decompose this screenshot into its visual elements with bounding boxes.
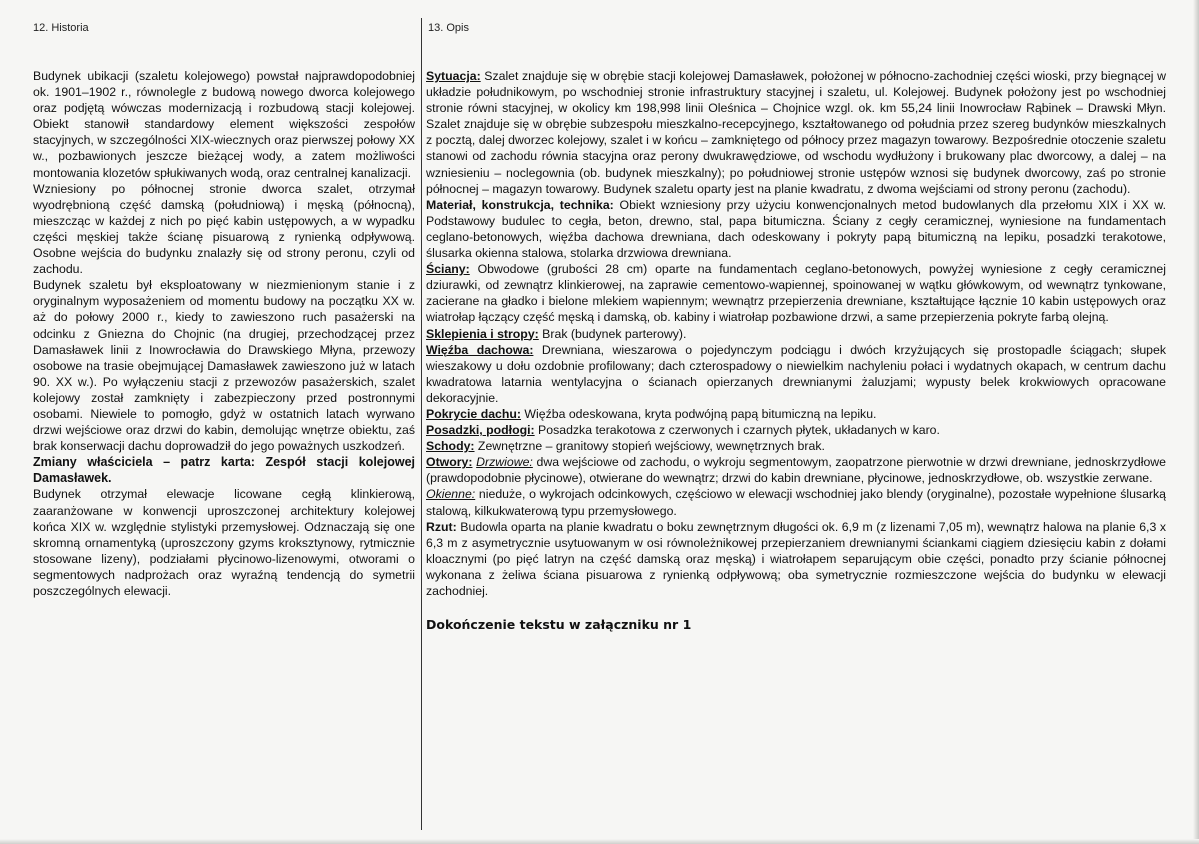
- history-paragraph-4: Budynek otrzymał elewacje licowane cegłą klinkierową, zaaranżowane w konwencji uproszczonej architektury kolejowej końca XIX w. względnie stylistyki przemysłowej. Odznaczają się one skromną ornamentyką (uproszczony gzyms kroksztynowy, rytmicznie stosowane lizeny), podziałami płycinowo-lizenowymi, otworami o segmentowych nadprożach oraz wyraźną tendencją do symetrii poszczególnych elewacji.: [33, 487, 415, 598]
- posadzki-paragraph: [426, 422, 1166, 438]
- drzwiowe-label: Drzwiowe:: [476, 455, 533, 470]
- material-label: Materiał, konstrukcja, technika:: [426, 197, 614, 212]
- pokrycie-label: Pokrycie dachu:: [426, 406, 521, 421]
- otwory-paragraph: [426, 454, 1166, 486]
- history-paragraph-1: Budynek ubikacji (szaletu kolejowego) powstał najprawdopodobniej ok. 1901–1902 r., równolegle z budową nowego dworca kolejowego oraz podjętą wówczas modernizacją i rozbudową stacji kolejowej. Obiekt stanowił standardowy element większości zespołów stacyjnych, w szczególności XIX-wiecznych oraz pierwszej połowy XX w., pozbawionych jeszcze bieżącej wody, a zatem możliwości montowania klozetów spłukiwanych wodą, oraz centralnej kanalizacji.: [33, 69, 415, 180]
- scan-edge-bottom: [0, 839, 1199, 844]
- history-paragraph-3: Budynek szaletu był eksploatowany w niezmienionym stanie i z oryginalnym wyposażeniem od momentu budowy na początku XX w. aż do połowy 2000 r., kiedy to zawieszono ruch pasażerski na odcinku z Gniezna do Chojnic (na drugiej, przechodzącej przez Damasławek linii z Inowrocławia do Drawskiego Młyna, przewozy osobowe na trasie obejmującej Damasławek zawieszono już w latach 90. XX w.). Po wyłączeniu stacji z przewozów pasażerskich, szalet kolejowy został zamknięty i zabezpieczony przed postronnymi osobami. Niewiele to pomogło, gdyż w ostatnich latach wyrwano drzwi wejściowe oraz drzwi do kabin, demolując wnętrze obiektu, zaś brak konserwacji dachu doprowadził do jego poważnych uszkodzeń.: [33, 278, 415, 454]
- sytuacja-text: Szalet znajduje się w obrębie stacji kolejowej Damasławek, położonej w północno-zachodniej części wioski, przy biegnącej w układzie południkowym, po wschodniej stronie infrastruktury stacyjnej i szaletu, ul. Kolejowej. Budynek położony jest po wschodniej stronie równi stacyjnej, w okolicy km 198,998 linii Oleśnica – Chojnice wzgl. ok. km 55,24 linii Inowrocław Rąbinek – Drawski Młyn. Szalet znajduje się w obrębie subzespołu mieszkalno-recepcyjnego, kształtowanego od południa przez szereg budynków mieszkalnych z pocztą, dalej dworzec kolejowy, szalet i w końcu – zamkniętego od północy przez magazyn towarowy. Bezpośrednie otoczenie szaletu stanowi od zachodu równia stacyjna oraz perony dwukrawędziowe, od wschodu wydłużony i brukowany plac dworcowy, a dalej – na wzniesieniu – noclegownia (ob. budynek mieszkalny); po południowej stronie ustępów wznosi się budynek dworcowy, zaś po stronie północnej – magazyn towarowy. Budynek szaletu oparty jest na planie kwadratu, z dwoma wejściami od strony peronu (zachodu).: [426, 69, 1166, 196]
- section-header-history: 12. Historia: [33, 22, 89, 34]
- pokrycie-text: Więźba odeskowana, kryta podwójną papą bitumiczną na lepiku.: [521, 406, 877, 421]
- schody-paragraph: [426, 438, 1166, 454]
- rzut-paragraph: [426, 519, 1166, 599]
- okienne-label: Okienne:: [426, 487, 476, 502]
- sciany-paragraph: [426, 261, 1166, 325]
- sciany-label: Ściany:: [426, 262, 470, 277]
- section-header-description: 13. Opis: [428, 22, 469, 34]
- schody-text: Zewnętrzne – granitowy stopień wejściowy, wewnętrznych brak.: [474, 439, 825, 454]
- rzut-text: Budowla oparta na planie kwadratu o boku zewnętrznym długości ok. 6,9 m (z lizenami 7,05 m), wewnątrz halowa na planie 6,3 x 6,3 m z asymetrycznie usytuowanym w osi równoleżnikowej przepierzaniem drewnianymi ściankami ciągiem dziesięciu kabin z dołami kloacznymi (po pięć latryn na część damską oraz męską) i wiatrołapem separującym obie części, ponadto przy ścianie północnej wykonana z żeliwa ściana pisuarowa z rynienką odpływową; oba symetrycznie rozmieszczone wejścia do budynku w elewacji zachodniej.: [426, 519, 1166, 598]
- scan-edge-right: [1193, 0, 1199, 844]
- continuation-note: Dokończenie tekstu w załączniku nr 1: [426, 617, 692, 633]
- okienne-text: nieduże, o wykrojach odcinkowych, częściowo w elewacji wschodniej jako blendy (oryginalne), pozostałe wypełnione ślusarką stalową, kilkukwaterową typu przemysłowego.: [426, 487, 1166, 518]
- history-paragraph-2: Wzniesiony po północnej stronie dworca szalet, otrzymał wyodrębnioną część damską (południową) i męską (północną), mieszcząc w każdej z nich po pięć kabin ustępowych, a w wypadku części męskiej także ścianę pisuarową z rynienką odpływową. Osobne wejścia do budynku znalazły się od strony peronu, czyli od zachodu.: [33, 181, 415, 277]
- wiezba-paragraph: [426, 342, 1166, 406]
- sytuacja-label: Sytuacja:: [426, 69, 481, 83]
- history-column: [33, 68, 415, 599]
- owner-changes-heading: Zmiany właściciela – patrz karta: Zespół stacji kolejowej Damasławek.: [33, 455, 415, 486]
- wiezba-text: Drewniana, wieszarowa o pojedynczym podciągu i dwóch krzyżujących się prostopadle ściągach; słupek wieszakowy u dołu ozdobnie profilowany; dach czterospadowy o niewielkim nachyleniu połaci i wydatnych okapach, w centrum dachu kwadratowa latarnia wentylacyjna o ścianach opierzanych drewnianymi żaluzjami; wypusty belek krokwiowych opracowane dekoracyjnie.: [426, 342, 1166, 405]
- column-divider: [421, 18, 422, 830]
- description-column: [426, 68, 1166, 633]
- sytuacja-paragraph: [426, 68, 1166, 197]
- drzwiowe-text: dwa wejściowe od zachodu, o wykroju segmentowym, zaopatrzone pierwotnie w drzwi drewniane, jednoskrzydłowe (prawdopodobnie płycinowe), otwierane do wewnątrz; drzwi do kabin drewniane, płycinowe, jednoskrzydłowe, ob. wszystkie zerwane.: [426, 455, 1166, 486]
- posadzki-label: Posadzki, podłogi:: [426, 423, 535, 438]
- wiezba-label: Więźba dachowa:: [426, 342, 534, 357]
- sklepienia-text: Brak (budynek parterowy).: [538, 326, 687, 341]
- okienne-paragraph: [426, 486, 1166, 518]
- schody-label: Schody:: [426, 439, 475, 454]
- material-text: Obiekt wzniesiony przy użyciu konwencjonalnych metod budowlanych dla przełomu XIX i XX w. Podstawowy budulec to cegła, beton, drewno, stal, papa bitumiczna. Ściany z cegły ceramicznej, wyniesione na fundamentach ceglano-betonowych, więźba dachowa drewniana, dach odeskowany i pokryty papą bitumiczną na lepiku, posadzki terakotowe, ślusarka okienna stalowa, stolarka drzwiowa drewniana.: [426, 197, 1166, 261]
- rzut-label: Rzut:: [426, 519, 457, 534]
- sklepienia-paragraph: [426, 326, 1166, 342]
- material-paragraph: [426, 197, 1166, 261]
- sciany-text: Obwodowe (grubości 28 cm) oparte na fundamentach ceglano-betonowych, powyżej wyniesione z cegły ceramicznej dziurawki, od zewnątrz klinkierowej, na zaprawie cementowo-wapiennej, spoinowanej w wątku główkowym, od wewnątrz tynkowane, zacierane na gładko i bielone mlekiem wapiennym; wewnątrz przepierzenia drewniane, kształtujące łącznie 10 kabin ustępowych oraz wiatrołap łączący część męską i damską, ob. kabiny i wiatrołap pozbawione drzwi, a same przepierzenia pokryte farbą olejną.: [426, 262, 1166, 325]
- otwory-label: Otwory:: [426, 455, 473, 470]
- posadzki-text: Posadzka terakotowa z czerwonych i czarnych płytek, układanych w karo.: [534, 423, 940, 438]
- sklepienia-label: Sklepienia i stropy:: [426, 326, 539, 341]
- pokrycie-paragraph: [426, 406, 1166, 422]
